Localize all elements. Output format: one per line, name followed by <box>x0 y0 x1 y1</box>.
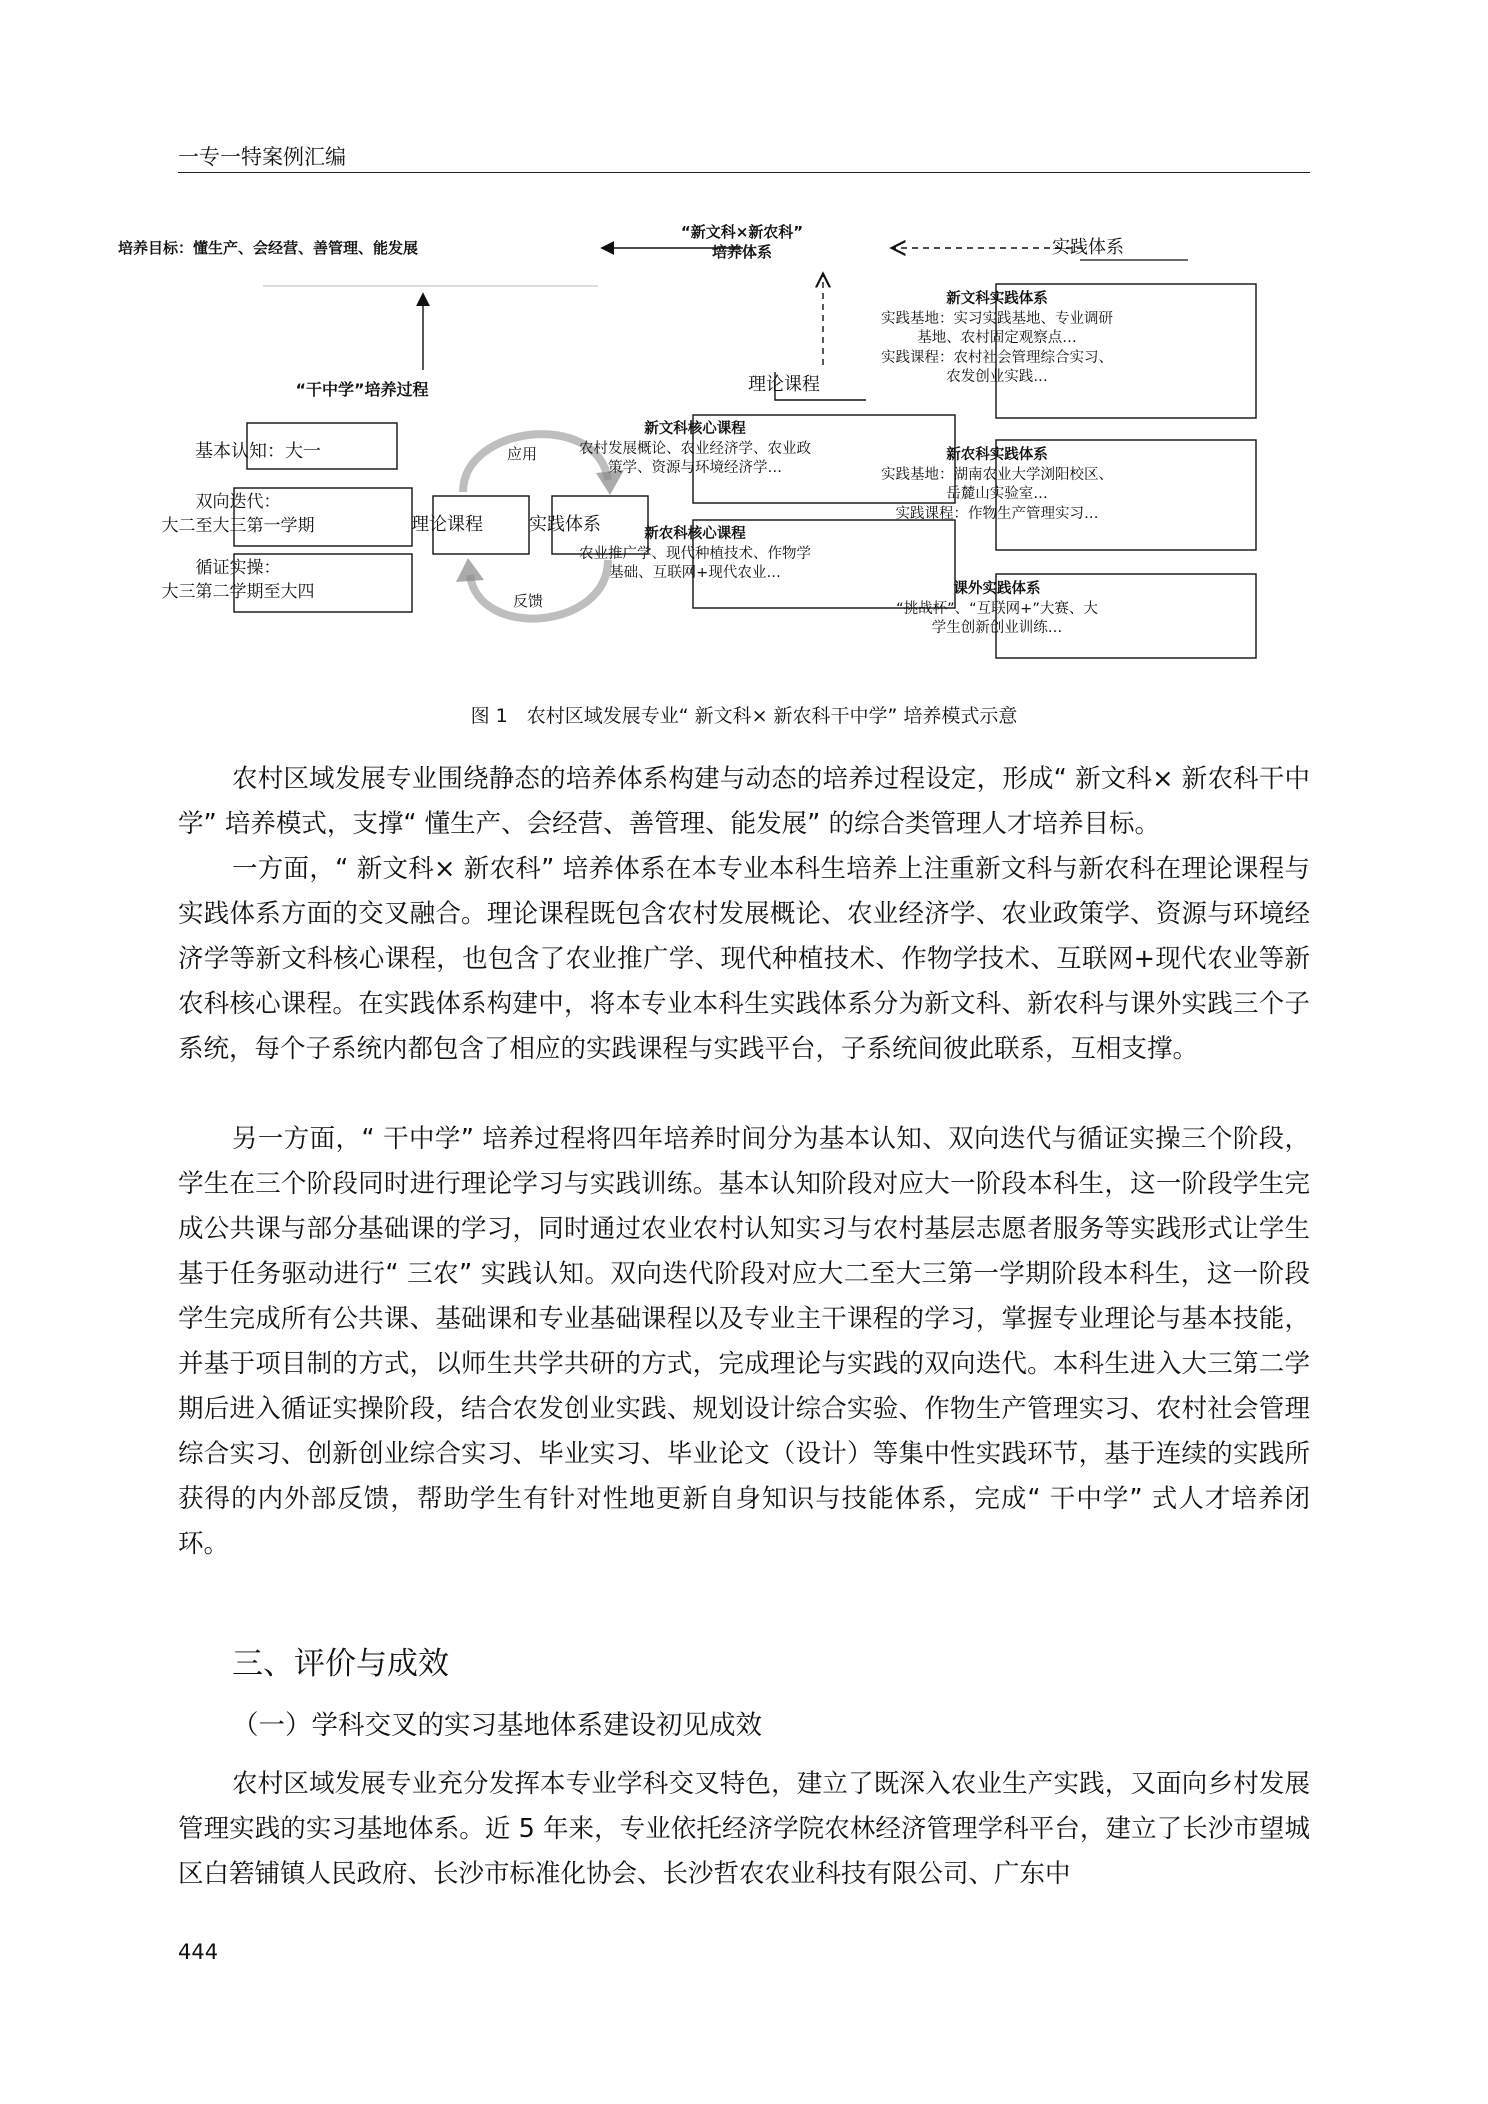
agri-core-line1: 农业推广学、现代种植技术、作物学 <box>579 545 811 562</box>
feedback-arrowhead <box>456 558 484 582</box>
liberal-core-line1: 农村发展概论、农业经济学、农业政 <box>579 440 811 457</box>
section-title: 三、评价与成效 <box>232 1646 449 1682</box>
paragraph-4: 农村区域发展专业充分发挥本专业学科交叉特色，建立了既深入农业生产实践，又面向乡村发展管理实践的实习基地体系。近 5 年来，专业依托经济学院农林经济管理学科平台，建立了长沙市望城区白箬铺镇人民政府、长沙市标准化协会、长沙哲农农业科技有限公司、广东中 <box>178 1769 1310 1889</box>
running-head: 一专一特案例汇编 <box>178 145 346 169</box>
cycle-theory-label: 理论课程 <box>411 514 483 535</box>
extra-practice-line2: 学生创新创业训练… <box>931 620 1063 637</box>
subsection-title: （一）学科交叉的实习基地体系建设初见成效 <box>232 1710 762 1741</box>
liberal-practice-line1: 实践基地：实习实践基地、专业调研 <box>881 310 1113 327</box>
header-rule <box>178 172 1310 173</box>
extra-practice-line1: “挑战杯”、“互联网+”大赛、大 <box>896 600 1098 617</box>
agri-practice-line3: 实践课程：作物生产管理实习… <box>895 505 1099 522</box>
system-title-line2: 培养体系 <box>711 243 772 262</box>
theory-label: 理论课程 <box>748 374 820 395</box>
liberal-practice-text <box>868 290 1126 388</box>
stage2-sub: 大二至大三第一学期 <box>161 515 315 536</box>
liberal-core-title: 新文科核心课程 <box>644 421 746 437</box>
cycle-feedback-label: 反馈 <box>512 592 543 610</box>
goal-label: 培养目标：懂生产、会经营、善管理、能发展 <box>117 239 418 257</box>
agri-core-title: 新农科核心课程 <box>644 526 746 542</box>
stage2-title: 双向迭代： <box>195 492 281 512</box>
cycle-practice-label: 实践体系 <box>529 514 601 535</box>
process-title: “干中学”培养过程 <box>295 380 429 399</box>
paragraph-2: 一方面，“ 新文科× 新农科” 培养体系在本专业本科生培养上注重新文科与新农科在理论课程与实践体系方面的交叉融合。理论课程既包含农村发展概论、农业经济学、农业政策学、资源与环境经济学等新文科核心课程，也包含了农业推广学、现代种植技术、作物学技术、互联网+现代农业等新农科核心课程。在实践体系构建中，将本专业本科生实践体系分为新文科、新农科与课外实践三个子系统，每个子系统内都包含了相应的实践课程与实践平台，子系统间彼此联系，互相支撑。 <box>178 854 1310 1064</box>
extra-practice-text <box>868 580 1126 639</box>
liberal-core-line2: 策学、资源与环境经济学… <box>608 460 782 477</box>
page-number: 444 <box>178 1940 219 1964</box>
system-title <box>672 222 812 263</box>
stage3-title: 循证实操： <box>195 558 281 578</box>
stage3-sub: 大三第二学期至大四 <box>161 581 315 602</box>
extra-practice-title: 课外实践体系 <box>953 581 1041 597</box>
stage2-label <box>152 491 324 539</box>
liberal-practice-line4: 农发创业实践… <box>946 369 1048 386</box>
liberal-core-text <box>565 420 825 479</box>
agri-practice-line1: 实践基地：湖南农业大学浏阳校区、 <box>881 466 1113 483</box>
agri-practice-line2: 岳麓山实验室… <box>946 486 1048 503</box>
agri-practice-text <box>868 446 1126 524</box>
liberal-practice-line3: 实践课程：农村社会管理综合实习、 <box>881 349 1113 366</box>
paragraph-1: 农村区域发展专业围绕静态的培养体系构建与动态的培养过程设定，形成“ 新文科× 新农科干中学” 培养模式，支撑“ 懂生产、会经营、善管理、能发展” 的综合类管理人才培养目标。 <box>178 764 1310 839</box>
agri-core-text <box>565 525 825 584</box>
liberal-practice-line2: 基地、农村固定观察点… <box>917 330 1077 347</box>
figure-caption: 图 1 农村区域发展专业“ 新文科× 新农科干中学” 培养模式示意 <box>470 705 1018 727</box>
system-title-line1: “新文科×新农科” <box>680 223 804 241</box>
stage3-label <box>152 557 324 605</box>
agri-practice-title: 新农科实践体系 <box>946 447 1048 463</box>
practice-label: 实践体系 <box>1052 237 1124 258</box>
liberal-practice-title: 新文科实践体系 <box>946 291 1048 307</box>
paragraph-3: 另一方面，“ 干中学” 培养过程将四年培养时间分为基本认知、双向迭代与循证实操三个阶段，学生在三个阶段同时进行理论学习与实践训练。基本认知阶段对应大一阶段本科生，这一阶段学生完成公共课与部分基础课的学习，同时通过农业农村认知实习与农村基层志愿者服务等实践形式让学生基于任务驱动进行“ 三农” 实践认知。双向迭代阶段对应大二至大三第一学期阶段本科生，这一阶段学生完成所有公共课、基础课和专业基础课程以及专业主干课程的学习，掌握专业理论与基本技能，并基于项目制的方式，以师生共学共研的方式，完成理论与实践的双向迭代。本科生进入大三第二学期后进入循证实操阶段，结合农发创业实践、规划设计综合实验、作物生产管理实习、农村社会管理综合实习、创新创业综合实习、毕业实习、毕业论文（设计）等集中性实践环节，基于连续的实践所获得的内外部反馈，帮助学生有针对性地更新自身知识与技能体系，完成“ 干中学” 式人才培养闭环。 <box>178 1124 1310 1559</box>
stage1-label: 基本认知：大一 <box>195 441 321 462</box>
agri-core-line2: 基础、互联网+现代农业… <box>609 565 781 582</box>
cycle-apply-label: 应用 <box>506 445 537 463</box>
